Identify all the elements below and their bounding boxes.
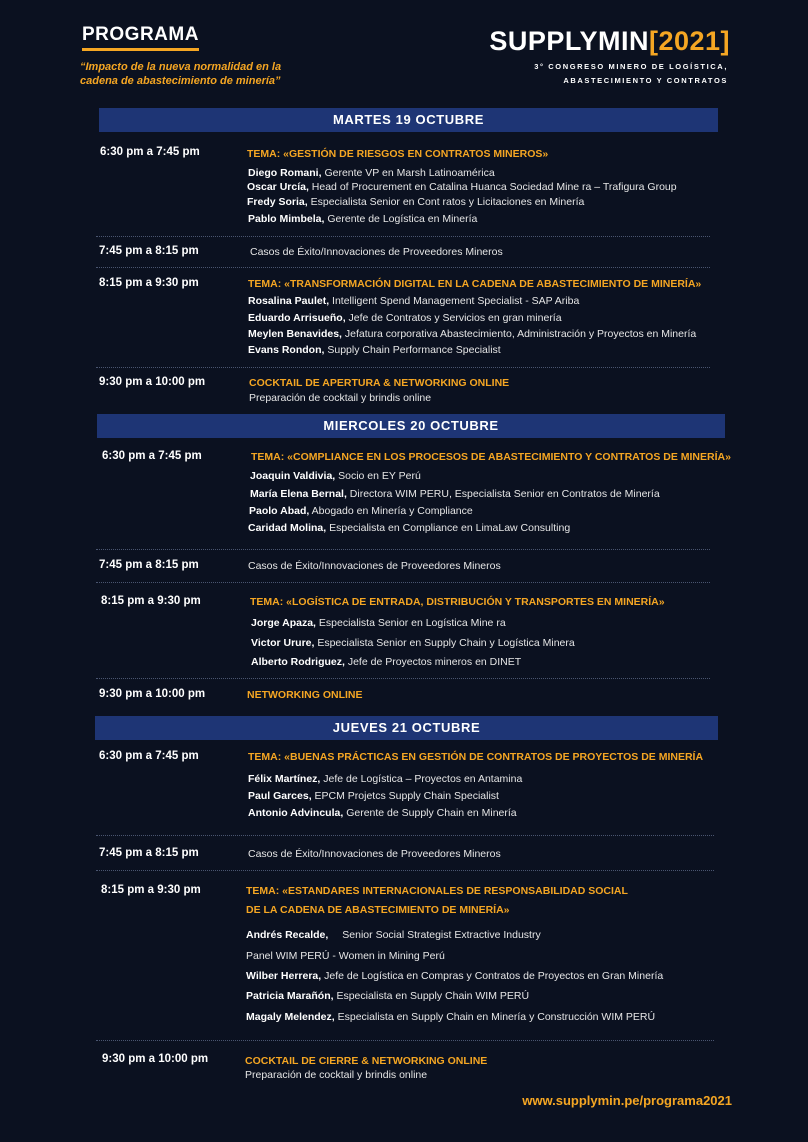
speaker-name: Jorge Apaza,	[251, 617, 316, 629]
session-topic: COCKTAIL DE CIERRE & NETWORKING ONLINE	[245, 1055, 488, 1067]
speaker-role: EPCM Projetcs Supply Chain Specialist	[314, 790, 499, 802]
speaker	[248, 328, 696, 340]
speaker	[251, 656, 521, 668]
page-subtitle	[80, 60, 340, 88]
session-time: 7:45 pm a 8:15 pm	[99, 559, 199, 571]
session-description: Preparación de cocktail y brindis online	[245, 1069, 428, 1081]
speaker-role: Senior Social Strategist Extractive Industry	[342, 929, 541, 941]
day-header: MARTES 19 OCTUBRE	[99, 108, 718, 132]
session-topic: TEMA: «GESTIÓN DE RIESGOS EN CONTRATOS MINEROS»	[247, 148, 549, 160]
session-time: 7:45 pm a 8:15 pm	[99, 245, 199, 257]
session-description: Casos de Éxito/Innovaciones de Proveedores Mineros	[248, 848, 501, 860]
speaker-name: Paul Garces,	[248, 790, 312, 802]
speaker	[248, 295, 579, 307]
session-time: 8:15 pm a 9:30 pm	[101, 595, 201, 607]
logo-tagline-line: 3° CONGRESO MINERO DE LOGÍSTICA,	[534, 62, 728, 71]
speaker-role: Especialista en Compliance en LimaLaw Consulting	[329, 522, 571, 534]
speaker-role: Head of Procurement en Catalina Huanca Sociedad Mine ra – Trafigura Group	[311, 181, 677, 193]
divider	[96, 1040, 714, 1041]
speaker-name: Andrés Recalde,	[246, 929, 329, 941]
speaker-role: Panel WIM PERÚ - Women in Mining Perú	[246, 950, 445, 962]
divider	[96, 870, 714, 871]
speaker-role: Especialista Senior en Cont ratos y Licitaciones en Minería	[310, 196, 585, 208]
day-header: JUEVES 21 OCTUBRE	[95, 716, 718, 740]
session-topic: TEMA: «COMPLIANCE EN LOS PROCESOS DE ABASTECIMIENTO Y CONTRATOS DE MINERÍA»	[251, 451, 731, 463]
speaker	[251, 637, 575, 649]
supplymin-logo	[489, 26, 730, 57]
session-time: 9:30 pm a 10:00 pm	[99, 688, 206, 700]
session-time: 7:45 pm a 8:15 pm	[99, 847, 199, 859]
logo-main: SUPPLYMIN	[489, 26, 649, 56]
speaker	[248, 773, 522, 785]
divider	[96, 236, 710, 237]
speaker	[246, 950, 445, 962]
session-description: Preparación de cocktail y brindis online	[249, 392, 432, 404]
session-topic: COCKTAIL DE APERTURA & NETWORKING ONLINE	[249, 377, 510, 389]
session-time: 6:30 pm a 7:45 pm	[99, 750, 199, 762]
speaker-role: Abogado en Minería y Compliance	[311, 505, 473, 517]
speaker-name: Alberto Rodriguez,	[251, 656, 345, 668]
session-topic: NETWORKING ONLINE	[247, 689, 363, 701]
speaker-name: Magaly Melendez,	[246, 1011, 335, 1023]
speaker-role: Gerente VP en Marsh Latinoamérica	[324, 167, 495, 179]
day-header: MIERCOLES 20 OCTUBRE	[97, 414, 725, 438]
speaker-name: Oscar Urcía,	[247, 181, 309, 193]
speaker-role: Jefe de Proyectos mineros en DINET	[347, 656, 522, 668]
session-time: 6:30 pm a 7:45 pm	[100, 146, 200, 158]
session-description: Casos de Éxito/Innovaciones de Proveedores Mineros	[248, 560, 501, 572]
divider	[96, 549, 710, 550]
logo-tagline	[534, 60, 728, 88]
speaker	[248, 167, 495, 179]
speaker-role: Especialista Senior en Supply Chain y Logística Minera	[317, 637, 575, 649]
session-time: 8:15 pm a 9:30 pm	[101, 884, 201, 896]
speaker-name: Victor Urure,	[251, 637, 315, 649]
speaker	[248, 790, 499, 802]
session-topic: TEMA: «ESTANDARES INTERNACIONALES DE RESPONSABILIDAD SOCIAL	[246, 885, 628, 897]
speaker-role: Intelligent Spend Management Specialist - SAP Ariba	[332, 295, 580, 307]
divider	[96, 835, 714, 836]
session-time: 6:30 pm a 7:45 pm	[102, 450, 202, 462]
speaker-name: Patricia Marañón,	[246, 990, 334, 1002]
speaker-role: Jefe de Logística – Proyectos en Antamina	[323, 773, 523, 785]
session-topic-line2: DE LA CADENA DE ABASTECIMIENTO DE MINERÍA»	[246, 904, 510, 916]
divider	[96, 582, 710, 583]
speaker-name: Eduardo Arrisueño,	[248, 312, 346, 324]
speaker	[246, 970, 663, 982]
speaker	[246, 990, 529, 1002]
speaker-role: Especialista Senior en Logística Mine ra	[318, 617, 506, 629]
speaker-role: Jefe de Contratos y Servicios en gran minería	[348, 312, 562, 324]
speaker-name: Pablo Mimbela,	[248, 213, 325, 225]
program-url-link[interactable]: www.supplymin.pe/programa2021	[522, 1093, 732, 1108]
session-time: 8:15 pm a 9:30 pm	[99, 277, 199, 289]
speaker	[251, 617, 506, 629]
speaker	[247, 181, 677, 193]
speaker	[247, 196, 584, 208]
divider	[96, 678, 710, 679]
speaker-role: Directora WIM PERU, Especialista Senior en Contratos de Minería	[349, 488, 660, 500]
speaker-role: Gerente de Logística en Minería	[327, 213, 478, 225]
subtitle-line: cadena de abastecimiento de minería”	[80, 75, 281, 87]
speaker-role: Especialista en Supply Chain en Minería y Construcción WIM PERÚ	[337, 1011, 656, 1023]
speaker	[248, 312, 562, 324]
speaker-name: Diego Romani,	[248, 167, 322, 179]
session-topic: TEMA: «TRANSFORMACIÓN DIGITAL EN LA CADENA DE ABASTECIMIENTO DE MINERÍA»	[248, 278, 702, 290]
speaker	[248, 807, 517, 819]
speaker-role: Jefe de Logística en Compras y Contratos de Proyectos en Gran Minería	[324, 970, 664, 982]
divider	[96, 267, 710, 268]
session-time: 9:30 pm a 10:00 pm	[99, 376, 206, 388]
speaker	[248, 522, 570, 534]
divider	[96, 367, 710, 368]
speaker-name: Antonio Advincula,	[248, 807, 344, 819]
speaker	[249, 505, 473, 517]
logo-tagline-line: ABASTECIMIENTO Y CONTRATOS	[563, 76, 728, 85]
speaker-name: Fredy Soria,	[247, 196, 308, 208]
speaker-name: Wilber Herrera,	[246, 970, 322, 982]
speaker	[248, 213, 477, 225]
speaker-name: Joaquin Valdivia,	[250, 470, 336, 482]
logo-year: [2021]	[648, 26, 730, 56]
speaker-name: Rosalina Paulet,	[248, 295, 330, 307]
speaker-name: Félix Martínez,	[248, 773, 321, 785]
speaker-role: Supply Chain Performance Specialist	[327, 344, 501, 356]
page-title: PROGRAMA	[82, 24, 199, 51]
speaker-name: María Elena Bernal,	[250, 488, 347, 500]
session-topic: TEMA: «LOGÍSTICA DE ENTRADA, DISTRIBUCIÓN Y TRANSPORTES EN MINERÍA»	[250, 596, 665, 608]
speaker-role: Jefatura corporativa Abastecimiento, Administración y Proyectos en Minería	[344, 328, 697, 340]
speaker-role: Gerente de Supply Chain en Minería	[346, 807, 517, 819]
speaker-name: Evans Rondon,	[248, 344, 325, 356]
session-topic: TEMA: «BUENAS PRÁCTICAS EN GESTIÓN DE CONTRATOS DE PROYECTOS DE MINERÍA	[248, 751, 704, 763]
speaker	[250, 488, 660, 500]
speaker-role: Especialista en Supply Chain WIM PERÚ	[336, 990, 530, 1002]
speaker	[246, 1011, 655, 1023]
speaker	[246, 929, 541, 941]
speaker-name: Meylen Benavides,	[248, 328, 342, 340]
speaker	[250, 470, 421, 482]
session-time: 9:30 pm a 10:00 pm	[102, 1053, 209, 1065]
speaker	[248, 344, 501, 356]
speaker-role: Socio en EY Perú	[338, 470, 421, 482]
speaker-name: Paolo Abad,	[249, 505, 310, 517]
subtitle-line: “Impacto de la nueva normalidad en la	[80, 61, 282, 73]
speaker-name: Caridad Molina,	[248, 522, 327, 534]
session-description: Casos de Éxito/Innovaciones de Proveedores Mineros	[250, 246, 503, 258]
